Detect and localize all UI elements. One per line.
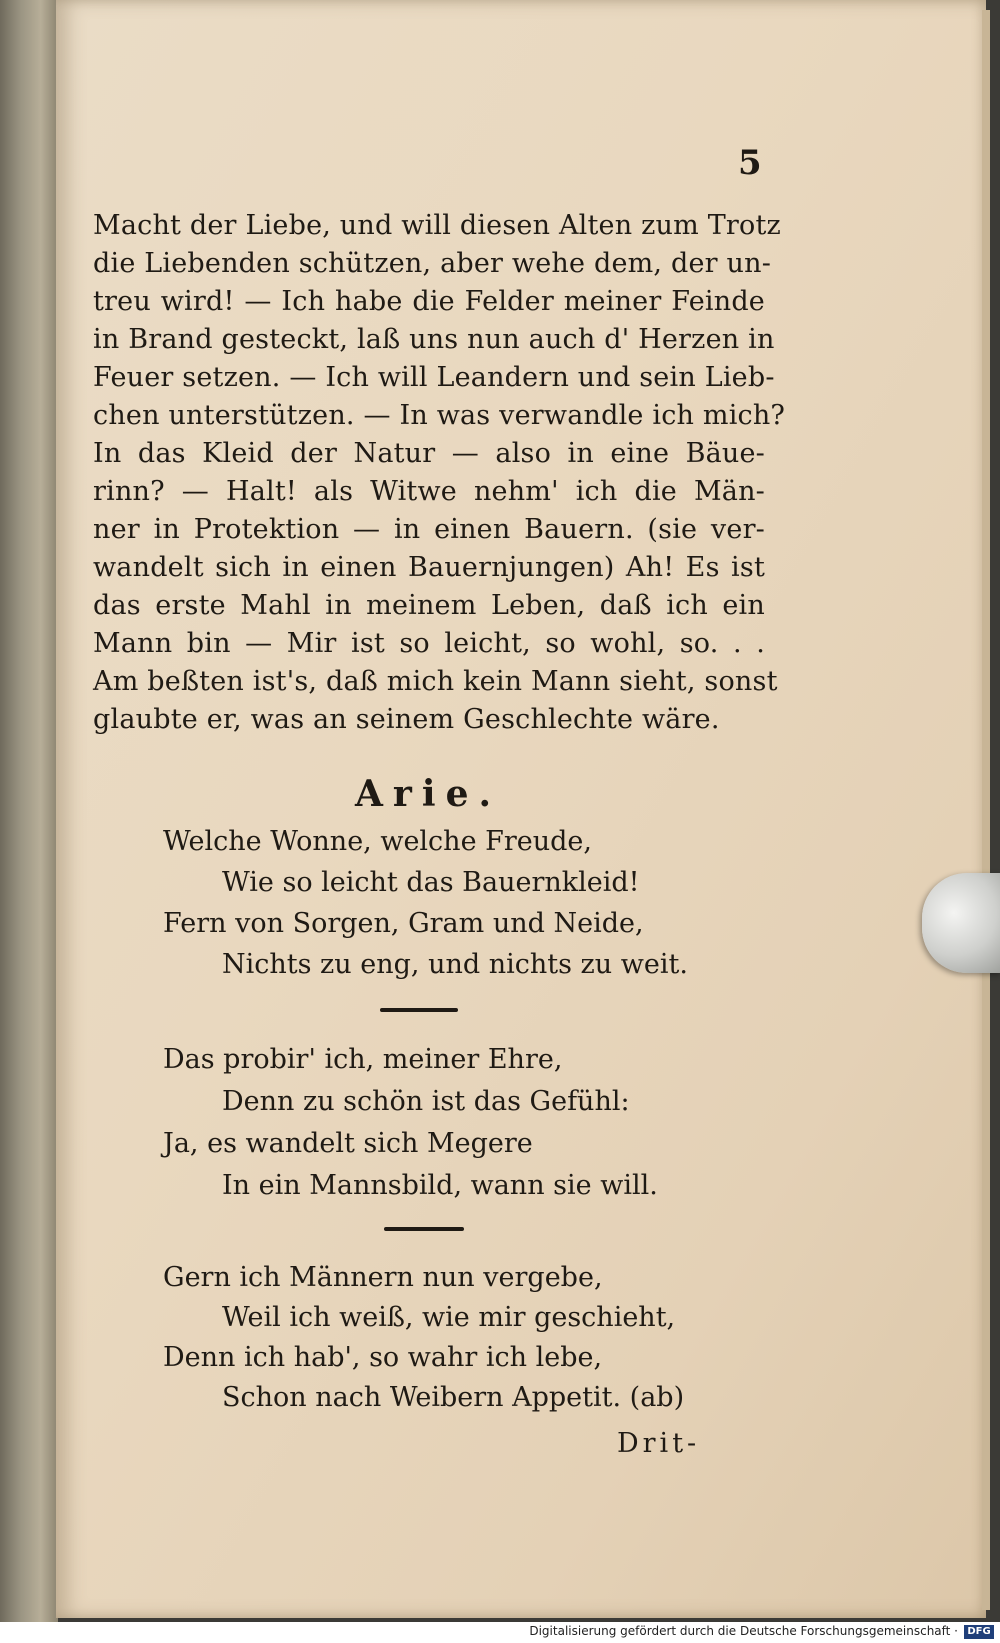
prose-line-4: in Brand gesteckt, laß uns nun auch d' Herzen in — [93, 324, 775, 355]
stanza-3-line-3: Denn ich hab', so wahr ich lebe, — [163, 1342, 603, 1373]
prose-line-1: Macht der Liebe, und will diesen Alten zum Trotz — [93, 210, 781, 241]
prose-line-3: treu wird! — Ich habe die Felder meiner Feinde — [93, 286, 765, 317]
aria-heading: Arie. — [355, 773, 502, 815]
stanza-1-line-1: Welche Wonne, welche Freude, — [163, 826, 592, 857]
prose-line-2: die Liebenden schützen, aber wehe dem, der un- — [93, 248, 772, 279]
book-binding — [0, 0, 58, 1622]
prose-line-11: das erste Mahl in meinem Leben, daß ich ein — [93, 590, 765, 621]
prose-line-6: chen unterstützen. — In was verwandle ich mich? — [93, 400, 786, 431]
stanza-divider — [380, 1008, 458, 1012]
prose-line-5: Feuer setzen. — Ich will Leandern und sein Lieb- — [93, 362, 775, 393]
stanza-3-line-1: Gern ich Männern nun vergebe, — [163, 1262, 603, 1293]
footer-credit: Digitalisierung gefördert durch die Deutsche Forschungsgemeinschaft · — [529, 1624, 958, 1638]
prose-line-10: wandelt sich in einen Bauernjungen) Ah! Es ist — [93, 552, 765, 583]
page-edge — [982, 10, 990, 1610]
stanza-2-line-2: Denn zu schön ist das Gefühl: — [222, 1086, 630, 1117]
prose-line-8: rinn? — Halt! als Witwe nehm' ich die Män- — [93, 476, 765, 507]
stanza-3-line-2: Weil ich weiß, wie mir geschieht, — [222, 1302, 676, 1333]
stanza-1-line-3: Fern von Sorgen, Gram und Neide, — [163, 908, 644, 939]
catchword: Drit- — [617, 1428, 701, 1459]
prose-line-13: Am beßten ist's, daß mich kein Mann sieht, sonst — [93, 666, 778, 697]
stanza-divider — [384, 1227, 464, 1231]
stanza-1-line-2: Wie so leicht das Bauernkleid! — [222, 867, 640, 898]
prose-line-7: In das Kleid der Natur — also in eine Bäue- — [93, 438, 765, 469]
book-page — [56, 0, 986, 1618]
page-clip — [922, 873, 1000, 973]
stanza-2-line-1: Das probir' ich, meiner Ehre, — [163, 1044, 563, 1075]
stanza-3-line-4: Schon nach Weibern Appetit. (ab) — [222, 1382, 685, 1413]
prose-line-12: Mann bin — Mir ist so leicht, so wohl, so. . . — [93, 628, 765, 659]
footer-bar — [0, 1622, 1000, 1643]
prose-line-9: ner in Protektion — in einen Bauern. (sie ver- — [93, 514, 765, 545]
dfg-logo-icon: DFG — [964, 1625, 994, 1639]
page-number: 5 — [738, 143, 762, 183]
prose-line-14: glaubte er, was an seinem Geschlechte wäre. — [93, 704, 720, 735]
stanza-2-line-3: Ja, es wandelt sich Megere — [163, 1128, 533, 1159]
stanza-2-line-4: In ein Mannsbild, wann sie will. — [222, 1170, 658, 1201]
stanza-1-line-4: Nichts zu eng, und nichts zu weit. — [222, 949, 688, 980]
